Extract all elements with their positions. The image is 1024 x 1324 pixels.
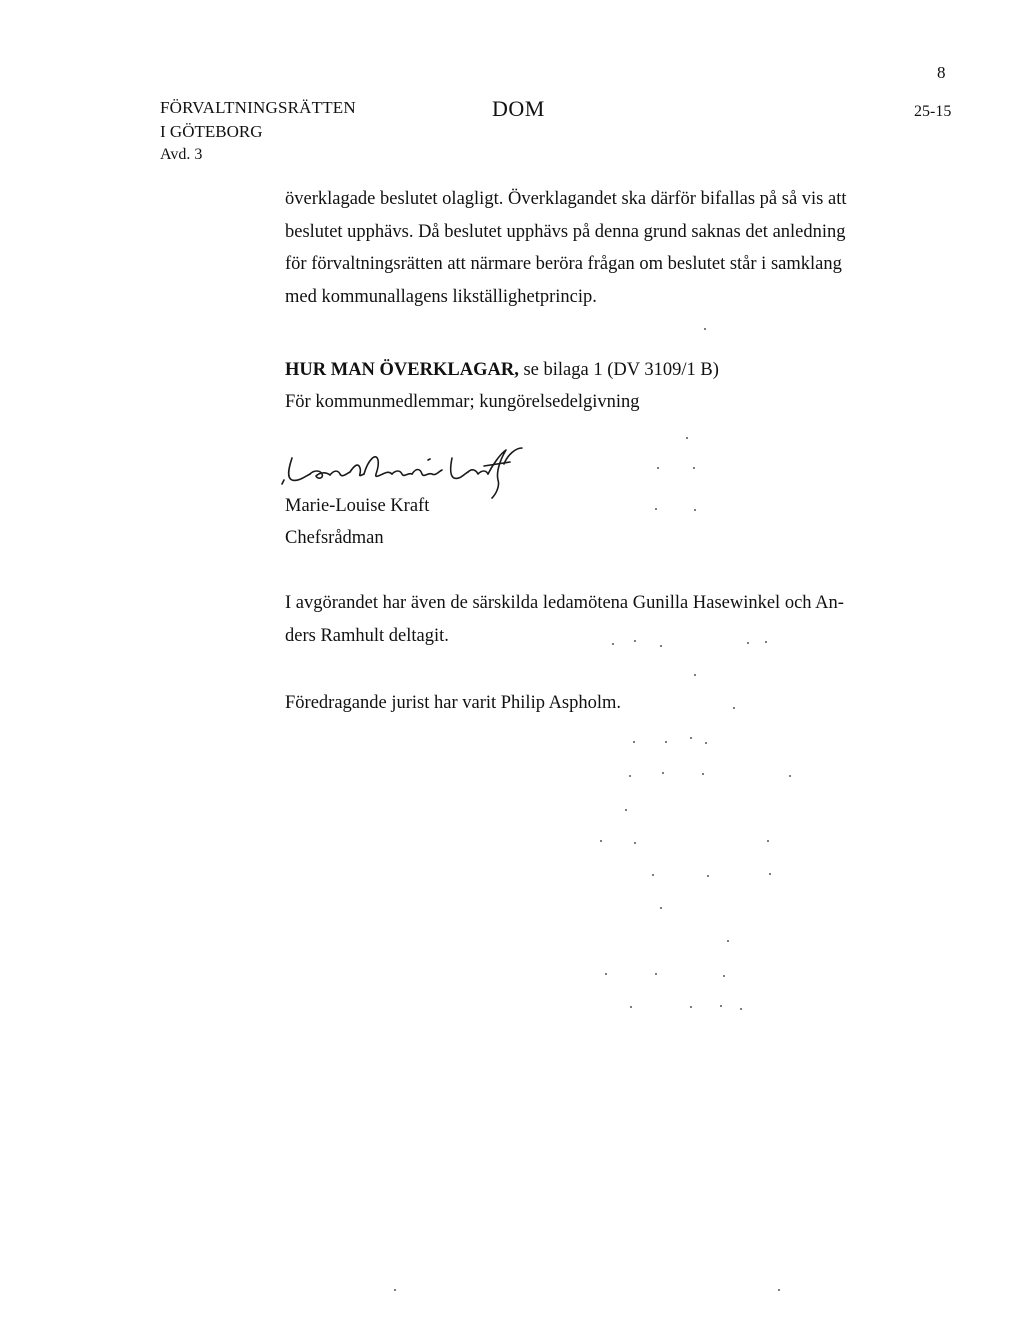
scan-speck [778,1289,780,1291]
paragraph-line: överklagade beslutet olagligt. Överklagandet ska därför bifallas på så vis att [285,189,847,209]
scan-speck [789,775,791,777]
document-type: DOM [492,96,545,121]
case-number: 25-15 [914,103,952,120]
scan-speck [765,641,767,643]
appeal-instructions [285,354,885,387]
paragraph-line: ders Ramhult deltagit. [285,625,449,646]
court-location: I GÖTEBORG [160,122,263,141]
scan-speck [605,973,607,975]
scan-speck [707,875,709,877]
scan-speck [652,874,654,876]
paragraph-line: med kommunallagens likställighetprincip. [285,286,597,307]
scan-speck [634,842,636,844]
scan-speck [702,773,704,775]
paragraph-line: I avgörandet har även de särskilda ledamötena Gunilla Hasewinkel och An- [285,593,844,613]
appeal-heading: HUR MAN ÖVERKLAGAR, [285,360,519,380]
scan-speck [694,674,696,676]
paragraph-line: för förvaltningsrätten att närmare beröra frågan om beslutet står i samklang [285,254,842,274]
court-division: Avd. 3 [160,146,203,163]
appeal-reference: se bilaga 1 (DV 3109/1 B) [518,360,719,380]
scan-speck [655,973,657,975]
scan-speck [657,467,659,469]
court-name: FÖRVALTNINGSRÄTTEN [160,98,356,117]
scan-speck [634,640,636,642]
scan-speck [625,809,627,811]
scan-speck [629,775,631,777]
scan-speck [769,873,771,875]
scan-speck [665,741,667,743]
scan-speck [740,1008,742,1010]
scan-speck [690,1006,692,1008]
scan-speck [660,907,662,909]
scan-speck [693,467,695,469]
scan-speck [660,645,662,647]
scan-speck [612,643,614,645]
reasoning-paragraph [285,183,885,313]
scan-speck [686,437,688,439]
scan-speck [655,508,657,510]
signer-title: Chefsrådman [285,528,384,548]
scan-speck [694,509,696,511]
paragraph-line: beslutet upphävs. Då beslutet upphävs på denna grund saknas det anledning [285,221,846,242]
signer-name: Marie-Louise Kraft [285,496,430,516]
scan-speck [705,742,707,744]
scan-speck [630,1006,632,1008]
scan-speck [704,328,706,330]
members-notice: För kommunmedlemmar; kungörelsedelgivning [285,392,640,412]
scan-speck [633,741,635,743]
scan-speck [394,1289,396,1291]
page-number: 8 [937,63,946,82]
scan-speck [723,975,725,977]
scan-speck [767,840,769,842]
rapporteur-line: Föredragande jurist har varit Philip Aspholm. [285,693,622,713]
scan-speck [720,1005,722,1007]
scan-speck [690,737,692,739]
scan-speck [662,772,664,774]
scan-speck [747,642,749,644]
scan-speck [600,840,602,842]
scan-speck [727,940,729,942]
lay-members-paragraph [285,587,885,652]
scan-speck [733,707,735,709]
